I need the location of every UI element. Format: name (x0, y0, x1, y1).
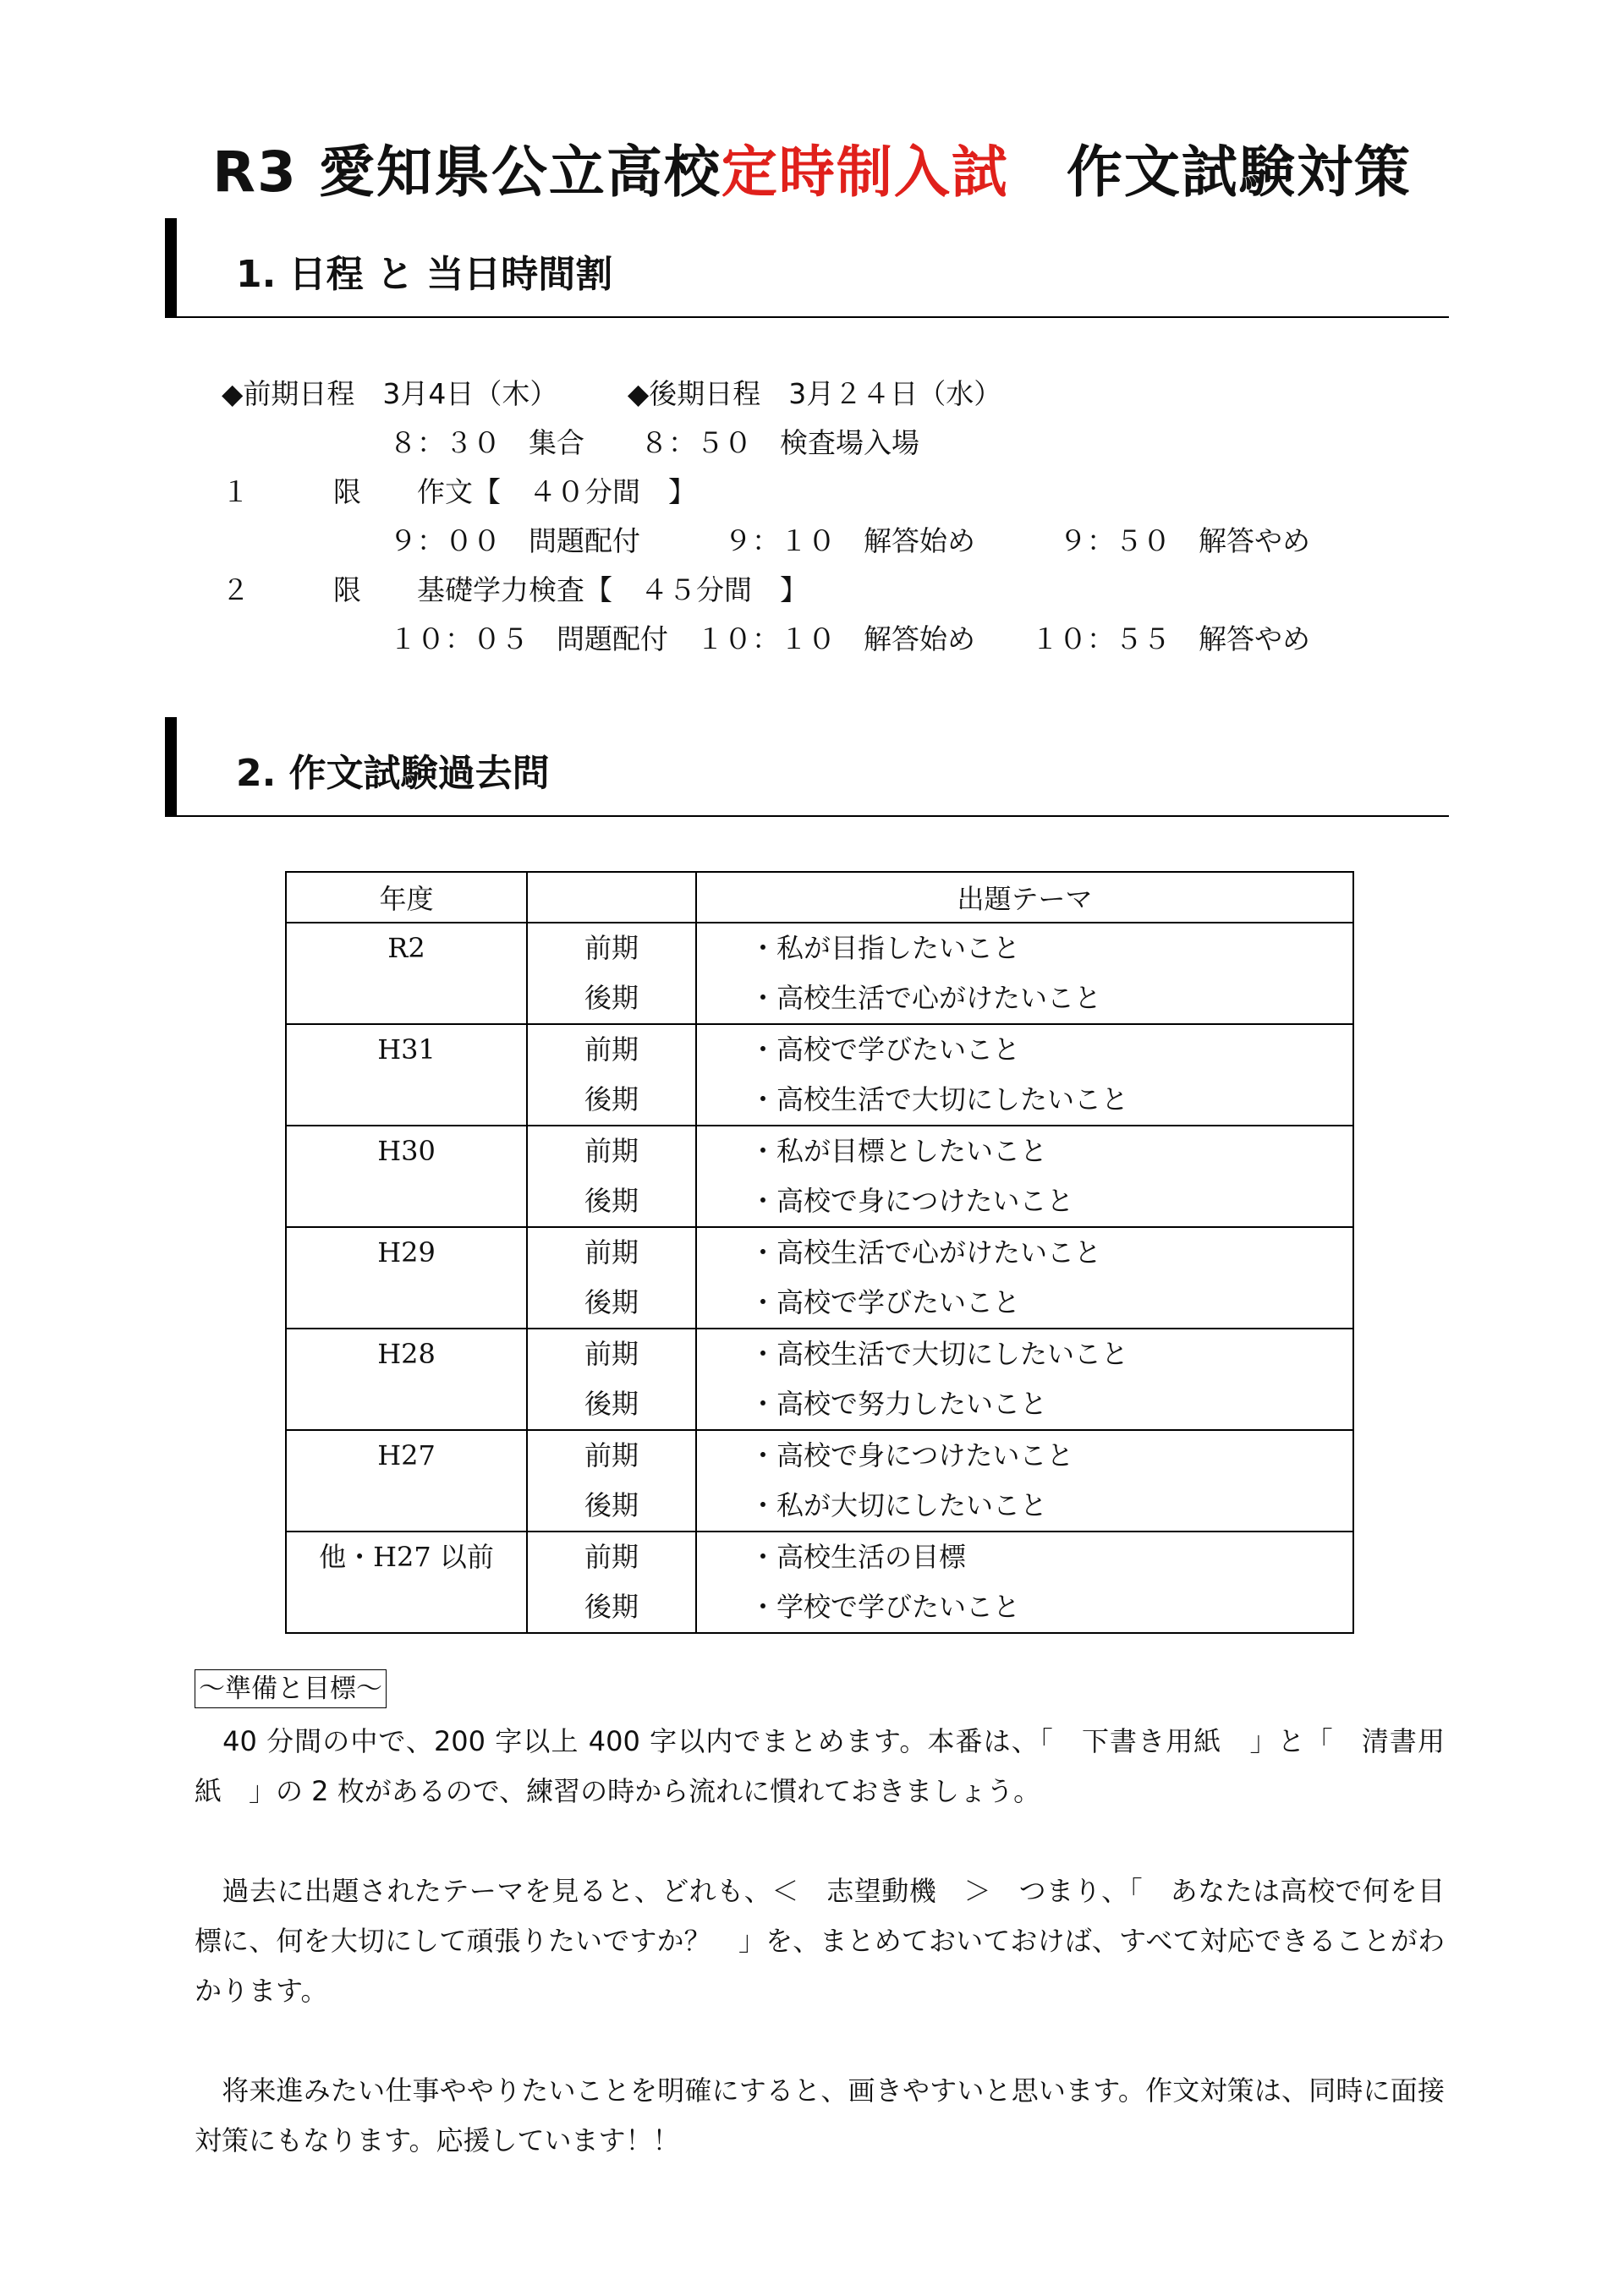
theme-cell: ・高校生活の目標 (749, 1541, 967, 1573)
title-part3: 作文試験対策 (1008, 140, 1412, 205)
section2-heading: 2. 作文試験過去問 (236, 752, 550, 795)
year-cell: H27 (377, 1439, 436, 1471)
term-cell: 後期 (584, 1185, 639, 1217)
theme-cell: ・高校で身につけたいこと (749, 1439, 1074, 1471)
term-cell: 後期 (584, 982, 639, 1014)
theme-cell: ・高校生活で大切にしたいこと (749, 1338, 1129, 1370)
term-cell: 前期 (584, 1135, 639, 1167)
term-cell: 後期 (584, 1388, 639, 1420)
term-cell: 前期 (584, 1236, 639, 1269)
term-cell: 後期 (584, 1286, 639, 1318)
section2-header (165, 717, 1449, 817)
section1-header (165, 218, 1449, 318)
table-row (286, 1227, 1353, 1329)
schedule-line: ２ 限 基礎学力検査【 ４５分間 】 (222, 573, 808, 606)
table-row (286, 1430, 1353, 1532)
theme-cell: ・私が目標としたいこと (749, 1135, 1048, 1167)
year-cell: H30 (377, 1135, 436, 1167)
prep-label: ～準備と目標～ (195, 1669, 387, 1708)
prep-paragraph-1: 40 分間の中で、200 字以上 400 字以内でまとめます。本番は、「 下書き用紙 」と「 清書用紙 」の 2 枚があるので、練習の時から流れに慣れておきましょう。 (195, 1725, 1445, 1807)
table-row (286, 1126, 1353, 1227)
table-row (286, 1024, 1353, 1126)
header-year: 年度 (286, 872, 527, 923)
term-cell: 前期 (584, 1033, 639, 1066)
header-theme: 出題テーマ (696, 872, 1353, 923)
table-header-row (286, 872, 1353, 923)
schedule-line: １ 限 作文【 ４０分間 】 (222, 475, 696, 508)
theme-cell: ・高校で学びたいこと (749, 1286, 1021, 1318)
schedule-line: １０：０５ 問題配付 １０：１０ 解答始め １０：５５ 解答やめ (222, 622, 1310, 655)
prep-paragraph-2: 過去に出題されたテーマを見ると、どれも、＜ 志望動機 ＞ つまり、「 あなたは高校で何を目標に、何を大切にして頑張りたいですか？ 」を、まとめておいておけば、すべて対応できることがわかります。 (195, 1875, 1445, 2007)
year-cell: H28 (377, 1338, 436, 1370)
term-cell: 後期 (584, 1489, 639, 1521)
table-row (286, 1329, 1353, 1430)
schedule-block (222, 370, 1310, 664)
schedule-line: ◆前期日程 3月4日（木） ◆後期日程 3月２４日（水） (222, 377, 1002, 410)
term-cell: 後期 (584, 1591, 639, 1623)
past-themes-table (285, 871, 1354, 1634)
theme-cell: ・高校で努力したいこと (749, 1388, 1048, 1420)
schedule-line: ８：３０ 集合 ８：５０ 検査場入場 (222, 426, 919, 459)
year-cell: H31 (377, 1033, 436, 1066)
title-highlight: 定時制入試 (721, 140, 1009, 205)
theme-cell: ・私が目指したいこと (749, 932, 1021, 964)
page-title (0, 127, 1624, 207)
theme-cell: ・高校生活で大切にしたいこと (749, 1083, 1129, 1115)
table-row (286, 923, 1353, 1024)
term-cell: 前期 (584, 1541, 639, 1573)
title-part1: R3 愛知県公立高校 (212, 140, 721, 205)
year-cell: H29 (377, 1236, 436, 1269)
theme-cell: ・私が大切にしたいこと (749, 1489, 1048, 1521)
theme-cell: ・高校生活で心がけたいこと (749, 982, 1102, 1014)
prep-paragraph-3: 将来進みたい仕事ややりたいことを明確にすると、画きやすいと思います。作文対策は、同時に面接対策にもなります。応援しています！！ (195, 2074, 1445, 2156)
theme-cell: ・学校で学びたいこと (749, 1591, 1021, 1623)
term-cell: 後期 (584, 1083, 639, 1115)
header-term (527, 872, 696, 923)
term-cell: 前期 (584, 932, 639, 964)
year-cell: R2 (387, 932, 425, 964)
theme-cell: ・高校生活で心がけたいこと (749, 1236, 1102, 1269)
schedule-line: ９：００ 問題配付 ９：１０ 解答始め ９：５０ 解答やめ (222, 524, 1310, 557)
table-row (286, 1532, 1353, 1633)
term-cell: 前期 (584, 1338, 639, 1370)
term-cell: 前期 (584, 1439, 639, 1471)
theme-cell: ・高校で学びたいこと (749, 1033, 1021, 1066)
section1-heading: 1. 日程 と 当日時間割 (236, 253, 613, 296)
year-cell: 他・H27 以前 (319, 1541, 494, 1573)
theme-cell: ・高校で身につけたいこと (749, 1185, 1074, 1217)
